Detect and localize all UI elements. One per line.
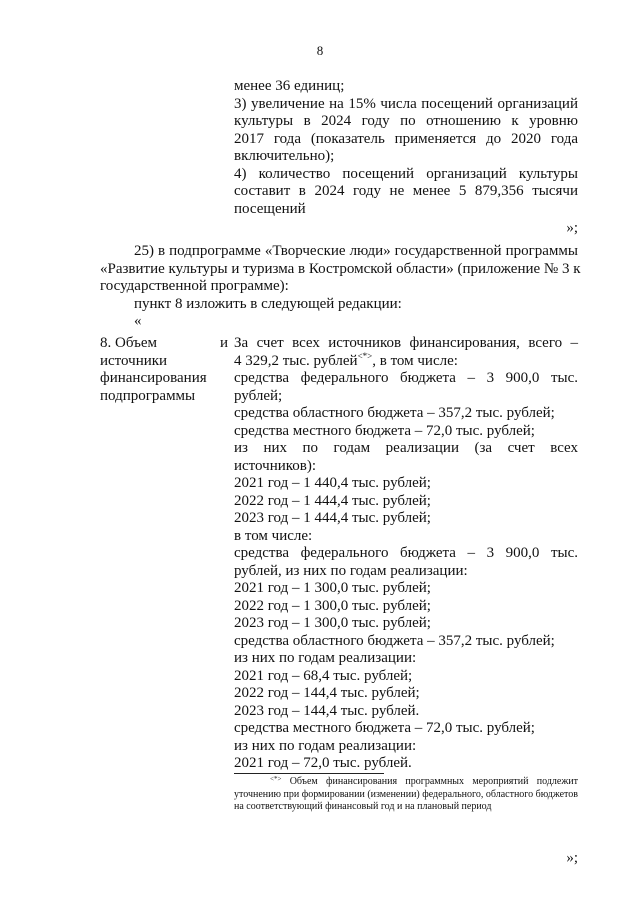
table-right-line: средства местного бюджета – 72,0 тыс. рублей; (234, 422, 535, 439)
table-right-line: 2021 год – 1 300,0 тыс. рублей; (234, 580, 431, 596)
footnote-separator (234, 773, 384, 774)
total-amount-tail: , в том числе: (372, 352, 458, 369)
footnote-reference-mark: <*> (357, 350, 373, 361)
intro-line: 2017 года (показатель применяется до 2020 года (234, 130, 578, 147)
table-right-line: источников): (234, 457, 317, 474)
intro-line: включительно); (234, 148, 335, 164)
intro-text (234, 78, 578, 218)
table-right-line: из них по годам реализации: (234, 650, 417, 666)
closing-quote: »; (566, 850, 578, 866)
table-right-cell (234, 335, 578, 773)
total-amount: 4 329,2 тыс. рублей (234, 352, 358, 369)
item-25 (100, 243, 581, 331)
table-left-line: 8. Объем (100, 335, 157, 351)
table-right-line: средства областного бюджета – 357,2 тыс. рублей; (234, 632, 555, 649)
table-right-line: 2021 год – 68,4 тыс. рублей; (234, 667, 413, 684)
table-right-line: 2022 год – 1 444,4 тыс. рублей; (234, 492, 431, 509)
intro-closing-quote: »; (566, 220, 578, 236)
intro-line: 4) количество посещений организаций культуры (234, 165, 578, 182)
table-right-line: из них по годам реализации (за счет всех (234, 440, 578, 456)
table-right-line: рублей, из них по годам реализации: (234, 562, 468, 579)
item-25-instruction: пункт 8 изложить в следующей редакции: (134, 295, 402, 312)
table-right-line: 2023 год – 144,4 тыс. рублей. (234, 702, 420, 719)
table-left-line: финансирования (100, 370, 207, 386)
table-right-line: 2023 год – 1 300,0 тыс. рублей; (234, 615, 431, 631)
intro-line: посещений (234, 200, 306, 217)
item-25-line: государственной программе): (100, 278, 289, 294)
item-25-line: 25) в подпрограмме «Творческие люди» государственной программы (134, 243, 578, 259)
open-quote: « (134, 313, 142, 329)
table-right-line: 2022 год – 1 300,0 тыс. рублей; (234, 597, 431, 614)
page-number: 8 (316, 43, 324, 58)
intro-line: 3) увеличение на 15% числа посещений организаций (234, 95, 578, 112)
table-right-line: в том числе: (234, 527, 313, 544)
table-right-line: из них по годам реализации: (234, 737, 417, 754)
intro-line: менее 36 единиц; (234, 78, 345, 94)
item-25-line: «Развитие культуры и туризма в Костромской области» (приложение № 3 к (100, 260, 581, 277)
table-right-line: средства федерального бюджета – 3 900,0 тыс. (234, 545, 578, 561)
footnote-text: Объем финансирования программных мероприятий подлежит уточнению при формировании (изменении) федерального, областного бюджетов на соответствующий финансовый год и на плановый период (234, 776, 578, 812)
table-right-line: средства местного бюджета – 72,0 тыс. рублей; (234, 720, 535, 736)
footnote (234, 776, 578, 814)
table-right-line: рублей; (234, 387, 283, 404)
table-right-line: 2021 год – 1 440,4 тыс. рублей; (234, 475, 431, 491)
table-right-line: 2023 год – 1 444,4 тыс. рублей; (234, 510, 431, 526)
table-right-line: За счет всех источников финансирования, всего – (234, 335, 578, 351)
table-right-line: средства федерального бюджета – 3 900,0 тыс. (234, 370, 578, 386)
table-right-line: 2022 год – 144,4 тыс. рублей; (234, 685, 420, 701)
table-left-cell (100, 335, 230, 405)
intro-line: культуры в 2024 году по отношению к уровню (234, 113, 578, 129)
table-left-and: и (220, 335, 229, 351)
table-right-total-line (234, 350, 578, 371)
table-right-line: 2021 год – 72,0 тыс. рублей. (234, 755, 412, 771)
table-left-line: источники (100, 352, 168, 369)
table-right-line: средства областного бюджета – 357,2 тыс. рублей; (234, 405, 555, 421)
footnote-mark: <*> (270, 775, 282, 783)
table-left-line: подпрограммы (100, 387, 196, 404)
intro-line: составит в 2024 году не менее 5 879,356 тысячи (234, 183, 578, 199)
